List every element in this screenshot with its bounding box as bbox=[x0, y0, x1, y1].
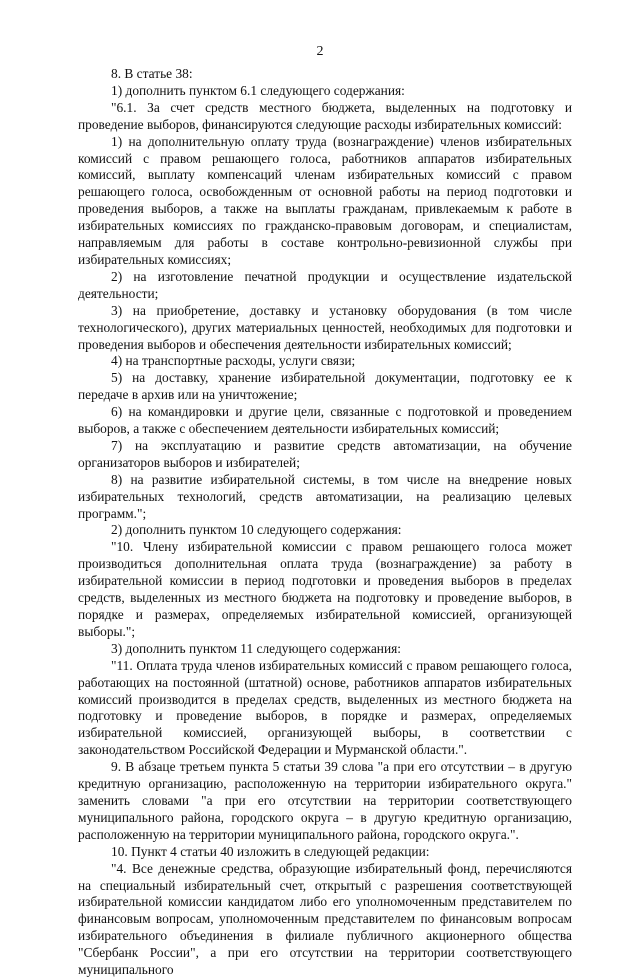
paragraph: 10. Пункт 4 статьи 40 изложить в следующей редакции: bbox=[111, 843, 430, 859]
paragraph: 1) на дополнительную оплату труда (вознаграждение) членов избирательных комиссий с правом решающего голоса, работников аппаратов избирательных комиссий, выплату компенсаций членам избирательных комиссий с правом решающего голоса, освобожденным от основной работы на период подготовки и проведения выборов, а также на выплаты гражданам, привлекаемым к работе в избирательных комиссиях по гражданско-правовым договорам, и специалистам, направляемым для работы в составе контрольно-ревизионной службы при избирательных комиссиях; bbox=[78, 133, 572, 267]
paragraph: 3) дополнить пунктом 11 следующего содержания: bbox=[111, 640, 402, 656]
body-text bbox=[78, 66, 572, 979]
paragraph: 7) на эксплуатацию и развитие средств автоматизации, на обучение организаторов выборов и избирателей; bbox=[78, 437, 572, 470]
paragraph: 2) на изготовление печатной продукции и осуществление издательской деятельности; bbox=[78, 268, 572, 301]
page-number: 2 bbox=[316, 44, 324, 59]
paragraph: 9. В абзаце третьем пункта 5 статьи 39 слова "а при его отсутствии – в другую кредитную организацию, расположенную на территории избирательного округа." заменить словами "а при его отсутствии на территории соответствующего муниципального района, городского округа – в другую кредитную организацию, расположенную на территории муниципального района, городского округа.". bbox=[78, 759, 572, 842]
paragraph: 5) на доставку, хранение избирательной документации, подготовку ее к передаче в архив или на уничтожение; bbox=[78, 370, 572, 403]
paragraph: "11. Оплата труда членов избирательных комиссий с правом решающего голоса, работающих на постоянной (штатной) основе, работников аппаратов избирательных комиссий производится в пределах средств, выделенных из местного бюджета на подготовку и проведение выборов, в порядке и размерах, определяемых избирательной комиссией, организующей выборы, в соответствии с законодательством Российской Федерации и Мурманской области.". bbox=[78, 657, 572, 758]
paragraph: 1) дополнить пунктом 6.1 следующего содержания: bbox=[111, 82, 405, 98]
paragraph: 8) на развитие избирательной системы, в том числе на внедрение новых избирательных технологий, средств автоматизации, на реализацию целевых программ."; bbox=[78, 471, 572, 521]
paragraph: 6) на командировки и другие цели, связанные с подготовкой и проведением выборов, а также с обеспечением деятельности избирательных комиссий; bbox=[78, 404, 572, 437]
paragraph: "6.1. За счет средств местного бюджета, выделенных на подготовку и проведение выборов, финансируются следующие расходы избирательных комиссий: bbox=[78, 99, 572, 132]
paragraph: 8. В статье 38: bbox=[111, 66, 193, 81]
paragraph: 2) дополнить пунктом 10 следующего содержания: bbox=[111, 522, 402, 538]
paragraph: "10. Члену избирательной комиссии с правом решающего голоса может производиться дополнительная оплата труда (вознаграждение) за работу в избирательной комиссии в период подготовки и проведения выборов в пределах средств, выделенных из местного бюджета на подготовку и проведение выборов, в порядке и размерах, определяемых избирательной комиссией, организующей выборы."; bbox=[78, 539, 572, 639]
paragraph: 3) на приобретение, доставку и установку оборудования (в том числе технологического), других материальных ценностей, необходимых для подготовки и проведения выборов и обеспечения деятельности избирательных комиссий; bbox=[78, 302, 572, 352]
paragraph: "4. Все денежные средства, образующие избирательный фонд, перечисляются на специальный избирательный счет, открытый с разрешения соответствующей избирательной комиссии кандидатом либо его уполномоченным представителем по финансовым вопросам, уполномоченным представителем по финансовым вопросам избирательного объединения в филиале публичного акционерного общества "Сбербанк России", а при его отсутствии на территории соответствующего муниципального bbox=[78, 860, 572, 978]
paragraph: 4) на транспортные расходы, услуги связи; bbox=[111, 353, 356, 369]
